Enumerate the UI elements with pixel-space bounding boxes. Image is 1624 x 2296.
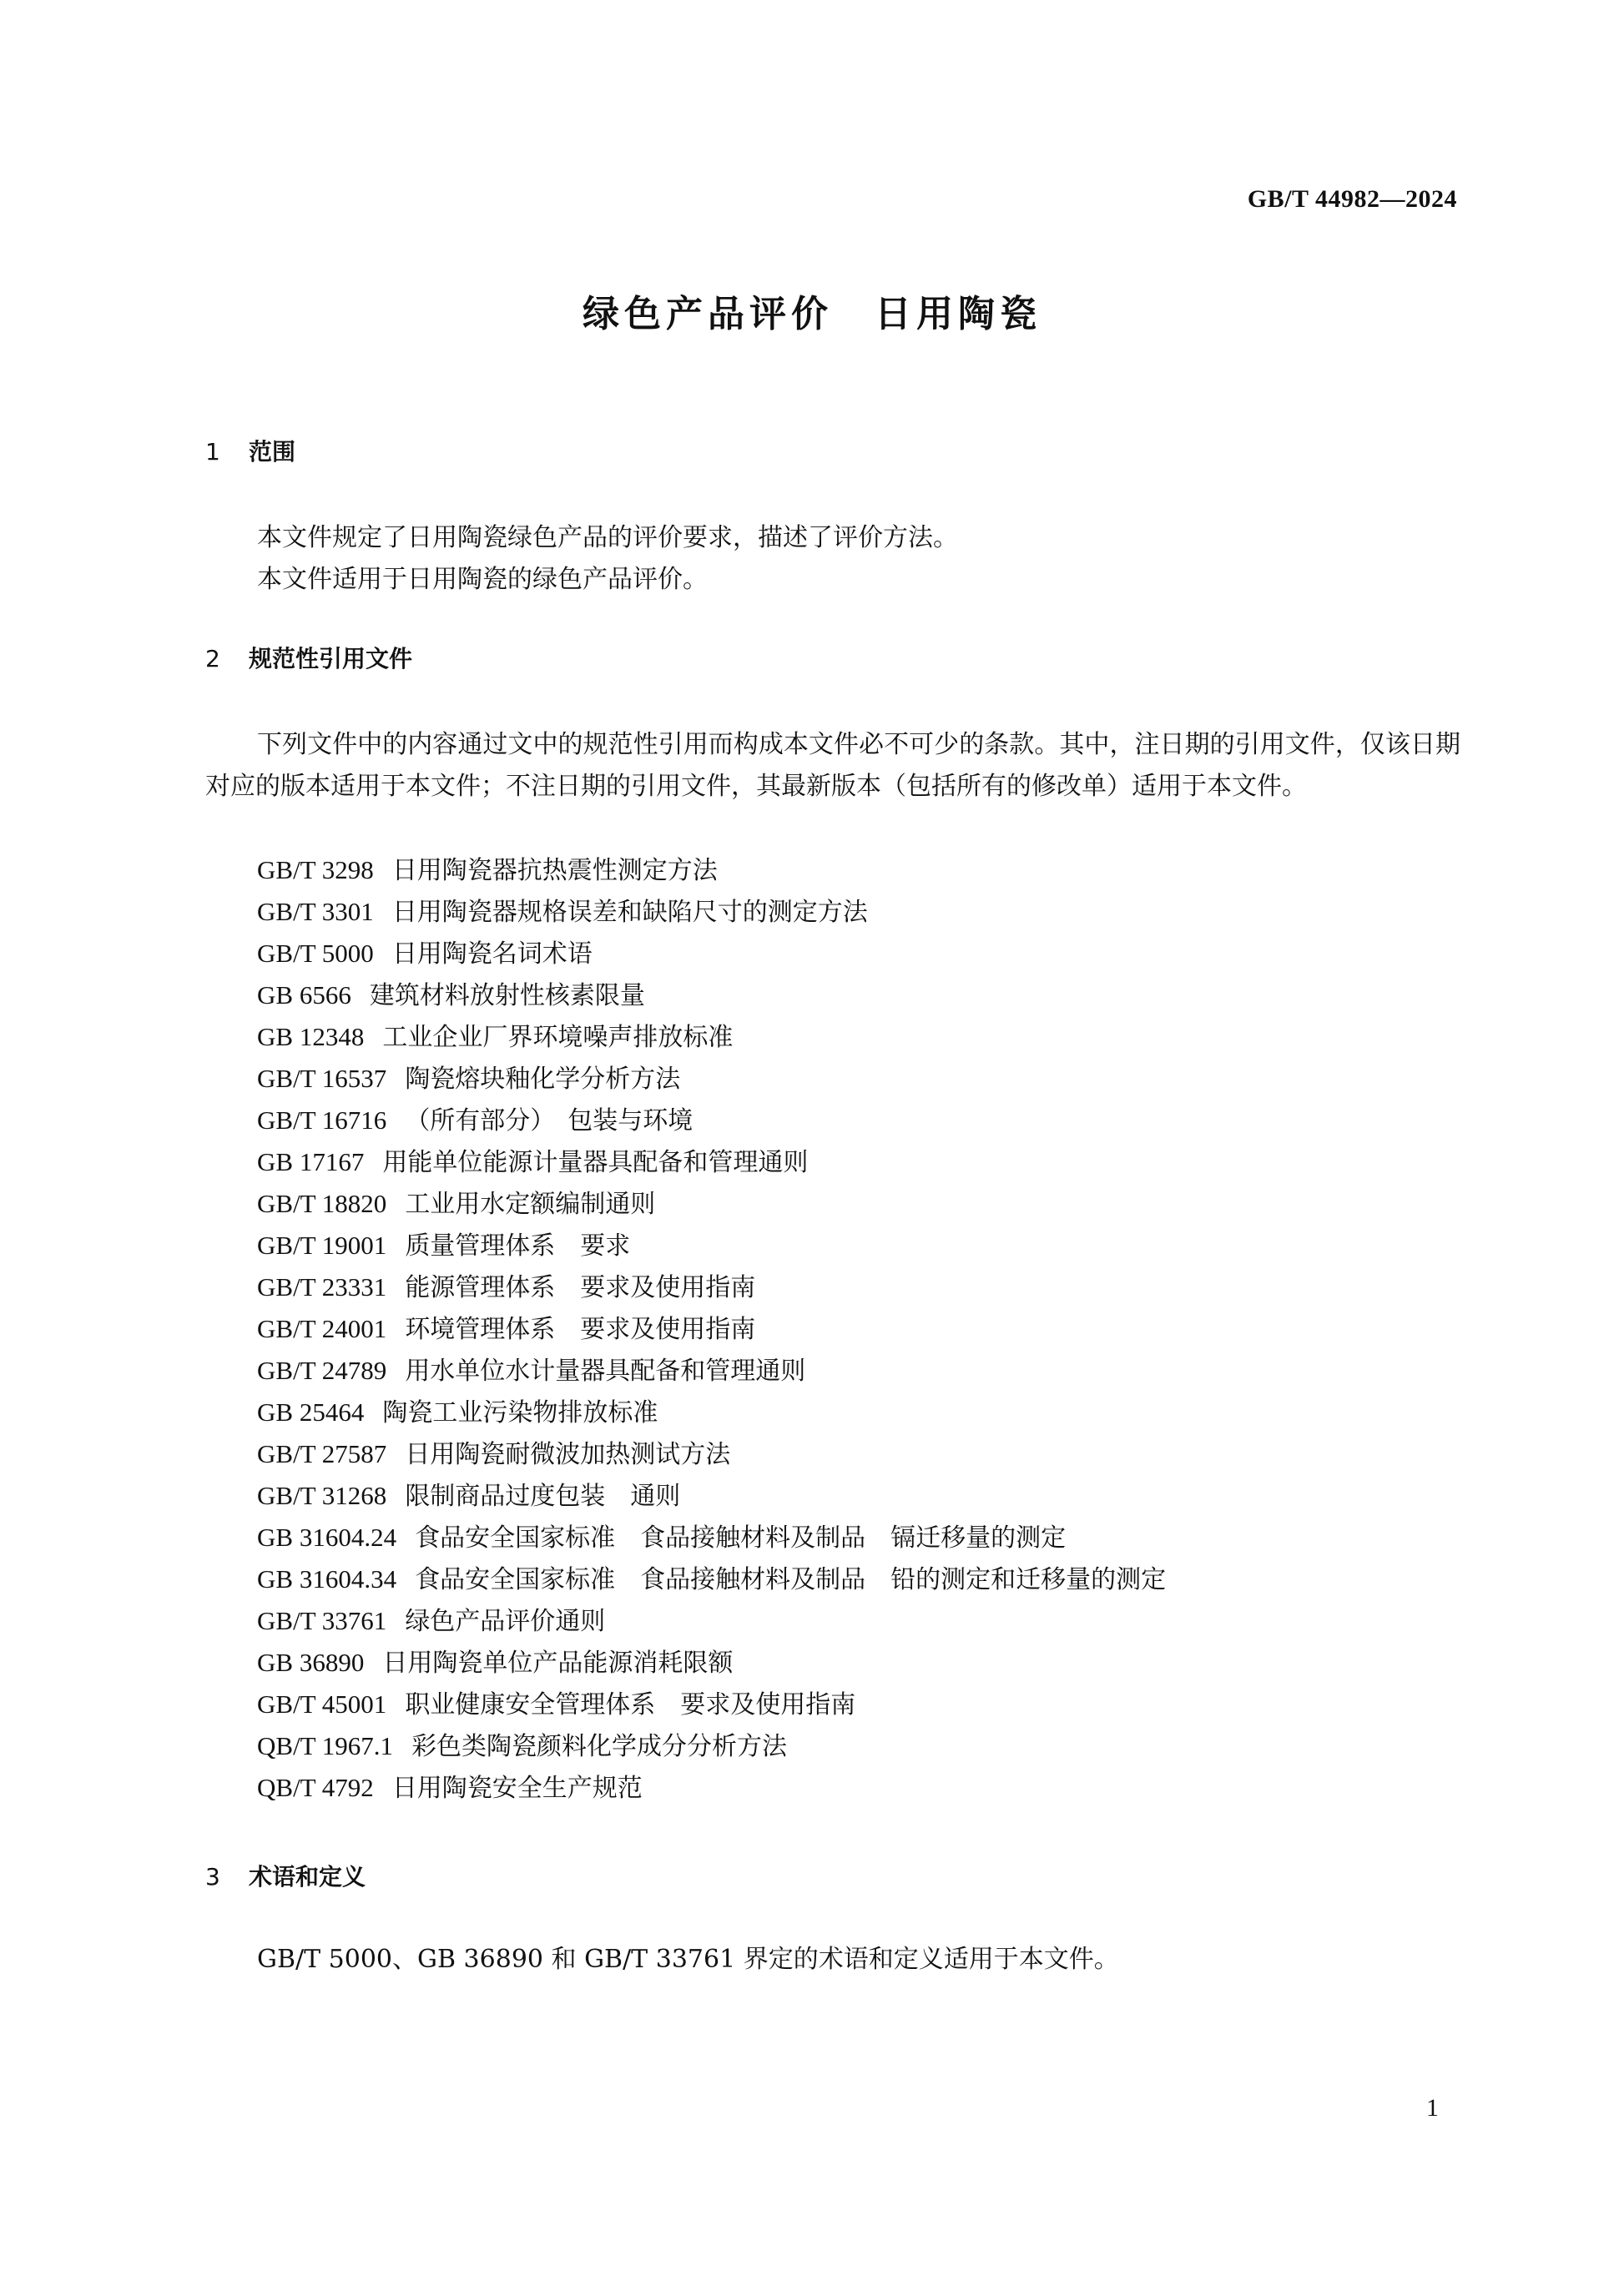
reference-code: GB 12348 xyxy=(257,1022,365,1051)
reference-item xyxy=(257,933,1467,974)
section-number: 3 xyxy=(205,1863,220,1891)
reference-item xyxy=(257,1058,1467,1100)
reference-item xyxy=(257,1558,1467,1600)
section-1-heading xyxy=(205,434,295,467)
reference-title: 用水单位水计量器具配备和管理通则 xyxy=(405,1357,806,1386)
section-number: 1 xyxy=(205,438,220,466)
reference-item xyxy=(257,1517,1467,1558)
reference-item xyxy=(257,1684,1467,1725)
document-title: 绿色产品评价 日用陶瓷 xyxy=(583,293,1041,335)
reference-item xyxy=(257,1100,1467,1141)
reference-title: 日用陶瓷安全生产规范 xyxy=(391,1774,643,1803)
reference-item xyxy=(257,1642,1467,1684)
reference-title: 环境管理体系 要求及使用指南 xyxy=(405,1315,756,1344)
section-title: 范围 xyxy=(249,438,296,466)
reference-code: GB/T 5000 xyxy=(257,939,374,968)
reference-title: 用能单位能源计量器具配备和管理通则 xyxy=(382,1148,809,1177)
reference-title: 彩色类陶瓷颜料化学成分分析方法 xyxy=(411,1732,788,1761)
reference-code: GB/T 18820 xyxy=(257,1189,387,1218)
section-number: 2 xyxy=(205,645,220,672)
reference-title: 日用陶瓷耐微波加热测试方法 xyxy=(405,1440,731,1469)
reference-title: 食品安全国家标准 食品接触材料及制品 铅的测定和迁移量的测定 xyxy=(415,1565,1167,1594)
normative-references-list xyxy=(257,849,1467,1809)
reference-item xyxy=(257,891,1467,933)
reference-title: 职业健康安全管理体系 要求及使用指南 xyxy=(405,1690,856,1719)
page-number: 1 xyxy=(1426,2094,1439,2122)
reference-item xyxy=(257,1183,1467,1225)
reference-code: GB 6566 xyxy=(257,980,351,1010)
reference-item xyxy=(257,1225,1467,1266)
reference-item xyxy=(257,1392,1467,1433)
reference-code: GB/T 19001 xyxy=(257,1231,387,1260)
reference-code: GB/T 3301 xyxy=(257,897,374,926)
reference-title: 工业企业厂界环境噪声排放标准 xyxy=(382,1023,734,1052)
section-3-heading xyxy=(205,1859,366,1892)
reference-code: GB 17167 xyxy=(257,1147,365,1176)
reference-code: GB/T 3298 xyxy=(257,855,374,884)
reference-title: 限制商品过度包装 通则 xyxy=(405,1482,681,1511)
reference-code: GB/T 27587 xyxy=(257,1439,387,1468)
standard-number: GB/T 44982—2024 xyxy=(1247,185,1457,213)
reference-item xyxy=(257,1016,1467,1058)
reference-title: 食品安全国家标准 食品接触材料及制品 镉迁移量的测定 xyxy=(415,1523,1067,1553)
reference-code: GB/T 16716 xyxy=(257,1105,387,1135)
reference-title: 日用陶瓷单位产品能源消耗限额 xyxy=(382,1649,734,1678)
reference-title: 日用陶瓷器抗热震性测定方法 xyxy=(391,856,718,885)
reference-item xyxy=(257,1266,1467,1308)
reference-title: 能源管理体系 要求及使用指南 xyxy=(405,1273,756,1302)
reference-title: 日用陶瓷名词术语 xyxy=(391,939,593,969)
reference-code: GB/T 31268 xyxy=(257,1481,387,1510)
terms-paragraph: GB/T 5000、GB 36890 和 GB/T 33761 界定的术语和定义适用于本文件。 xyxy=(257,1945,1119,1974)
scope-paragraph-2: 本文件适用于日用陶瓷的绿色产品评价。 xyxy=(257,565,708,594)
reference-code: QB/T 1967.1 xyxy=(257,1731,394,1760)
reference-title: （所有部分） 包装与环境 xyxy=(405,1106,693,1135)
reference-item xyxy=(257,1308,1467,1350)
reference-code: GB/T 24789 xyxy=(257,1356,387,1385)
reference-code: GB/T 33761 xyxy=(257,1606,387,1635)
reference-item xyxy=(257,974,1467,1016)
reference-code: GB/T 24001 xyxy=(257,1314,387,1343)
reference-code: GB/T 23331 xyxy=(257,1272,387,1302)
reference-item xyxy=(257,1725,1467,1767)
reference-code: GB/T 16537 xyxy=(257,1064,387,1093)
reference-title: 陶瓷工业污染物排放标准 xyxy=(382,1398,658,1427)
reference-title: 工业用水定额编制通则 xyxy=(405,1190,656,1219)
reference-item xyxy=(257,1475,1467,1517)
reference-code: QB/T 4792 xyxy=(257,1773,374,1802)
reference-code: GB 31604.34 xyxy=(257,1564,397,1594)
reference-item xyxy=(257,1600,1467,1642)
section-title: 术语和定义 xyxy=(249,1863,366,1891)
reference-item xyxy=(257,1350,1467,1392)
reference-code: GB/T 45001 xyxy=(257,1689,387,1719)
section-title: 规范性引用文件 xyxy=(249,645,413,672)
reference-item xyxy=(257,1767,1467,1809)
section-2-heading xyxy=(205,641,412,674)
reference-title: 陶瓷熔块釉化学分析方法 xyxy=(405,1065,681,1094)
reference-code: GB 25464 xyxy=(257,1397,365,1427)
reference-title: 建筑材料放射性核素限量 xyxy=(369,981,645,1010)
reference-item xyxy=(257,849,1467,891)
reference-title: 日用陶瓷器规格误差和缺陷尺寸的测定方法 xyxy=(391,898,868,927)
scope-paragraph-1: 本文件规定了日用陶瓷绿色产品的评价要求，描述了评价方法。 xyxy=(257,523,958,552)
reference-item xyxy=(257,1141,1467,1183)
normative-refs-intro: 下列文件中的内容通过文中的规范性引用而构成本文件必不可少的条款。其中，注日期的引用文件，仅该日期对应的版本适用于本文件；不注日期的引用文件，其最新版本（包括所有的修改单）适用于本文件。 xyxy=(205,730,1460,801)
reference-item xyxy=(257,1433,1467,1475)
reference-title: 绿色产品评价通则 xyxy=(405,1607,606,1636)
reference-code: GB 31604.24 xyxy=(257,1523,397,1552)
reference-code: GB 36890 xyxy=(257,1648,365,1677)
reference-title: 质量管理体系 要求 xyxy=(405,1231,631,1261)
